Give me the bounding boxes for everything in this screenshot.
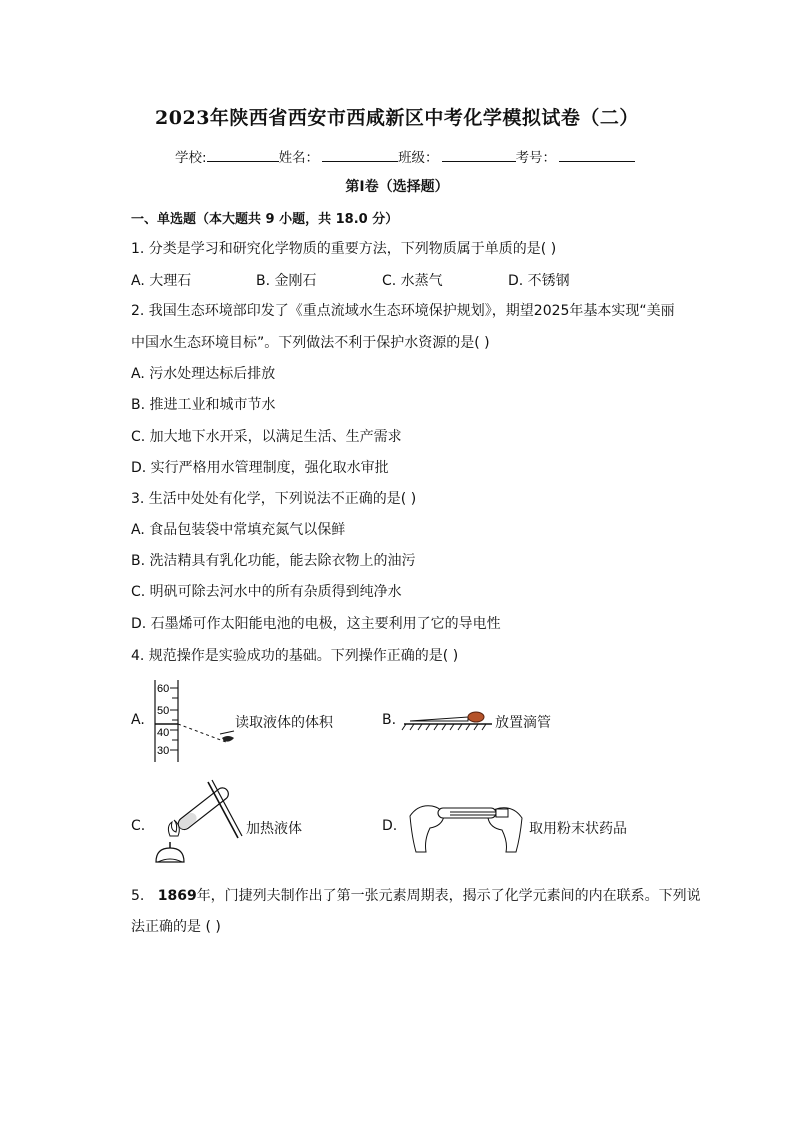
cylinder-tick-label: 60 [157,683,170,695]
hatch-mark [474,724,478,730]
hatch-mark [434,724,438,730]
q1-option-b[interactable]: B. 金刚石 [256,273,317,289]
hatch-mark [466,724,470,730]
q1-option-a[interactable]: A. 大理石 [131,273,192,289]
q4-option-c-letter[interactable]: C. [131,818,146,834]
q5-year: 1869 [157,888,197,904]
q4-stem: 4. 规范操作是实验成功的基础。下列操作正确的是( ) [131,648,459,664]
q4-option-a-figure [148,678,248,764]
q4-option-d-label: 取用粉末状药品 [529,821,627,837]
q1-stem: 1. 分类是学习和研究化学物质的重要方法，下列物质属于单质的是( ) [131,241,557,257]
hatch-mark [426,724,430,730]
q2-option-b[interactable]: B. 推进工业和城市节水 [131,397,276,413]
alcohol-lamp [156,848,184,862]
q2-stem-line2: 中国水生态环境目标”。下列做法不利于保护水资源的是( ) [131,335,490,351]
dropper-glass [410,717,468,721]
q2-stem-line1: 2. 我国生态环境部印发了《重点流域水生态环境保护规划》，期望2025年基本实现“美丽 [131,303,675,319]
q2-option-a[interactable]: A. 污水处理达标后排放 [131,366,276,382]
name-label: 姓名： [278,150,320,166]
hatch-mark [482,724,486,730]
tube-holder [212,780,242,836]
student-info-line [175,146,635,166]
dropper-bulb [468,712,484,722]
trough-end [496,809,508,817]
q5-stem-line1 [131,885,701,905]
exam-no-label: 考号： [515,150,557,166]
school-blank[interactable] [207,149,279,162]
q3-option-d[interactable]: D. 石墨烯可作太阳能电池的电极，这主要利用了它的导电性 [131,616,501,632]
q4-option-c-figure [148,778,248,870]
q1-option-c[interactable]: C. 水蒸气 [382,273,443,289]
section-title: 第Ⅰ卷（选择题） [345,179,449,195]
cylinder-tick-label: 40 [157,727,170,739]
q2-option-d[interactable]: D. 实行严格用水管理制度，强化取水审批 [131,460,389,476]
exam-no-blank[interactable] [559,149,635,162]
q5-number: 5. [131,888,145,904]
hatch-mark [402,724,406,730]
test-tube-horizontal [438,808,496,818]
q3-option-a[interactable]: A. 食品包装袋中常填充氮气以保鲜 [131,522,346,538]
q4-option-d-letter[interactable]: D. [382,818,398,834]
hatch-mark [442,724,446,730]
q4-option-c-label: 加热液体 [246,821,302,837]
q2-option-c[interactable]: C. 加大地下水开采，以满足生活、生产需求 [131,429,402,445]
q5-stem-text: 年，门捷列夫制作出了第一张元素周期表，揭示了化学元素间的内在联系。下列说 [196,888,701,904]
q4-option-d-figure [404,796,528,854]
class-blank[interactable] [442,149,516,162]
q4-option-b-label: 放置滴管 [495,715,551,731]
eyebrow-mark [220,731,234,734]
q3-option-c[interactable]: C. 明矾可除去河水中的所有杂质得到纯净水 [131,584,402,600]
sight-line [178,724,226,742]
q4-option-a-letter[interactable]: A. [131,712,145,728]
school-label: 学校: [175,150,207,166]
q3-stem: 3. 生活中处处有化学，下列说法不正确的是( ) [131,491,417,507]
name-blank[interactable] [322,149,398,162]
q4-option-a-label: 读取液体的体积 [235,715,333,731]
q1-option-d[interactable]: D. 不锈钢 [508,273,570,289]
hatch-mark [450,724,454,730]
page-title: 2023年陕西省西安市西咸新区中考化学模拟试卷（二） [155,107,639,129]
q3-option-b[interactable]: B. 洗洁精具有乳化功能，能去除衣物上的油污 [131,553,416,569]
cylinder-tick-label: 50 [157,705,170,717]
q4-option-b-letter[interactable]: B. [382,712,397,728]
class-label: 班级： [398,150,439,166]
q5-stem-line2: 法正确的是 ( ) [131,919,221,935]
cylinder-tick-label: 30 [157,745,170,757]
flame-icon [168,820,179,836]
hatch-mark [458,724,462,730]
hatch-mark [410,724,414,730]
q4-option-b-figure [400,704,500,734]
part-heading: 一、单选题（本大题共 9 小题，共 18.0 分） [131,212,399,227]
hatch-mark [418,724,422,730]
